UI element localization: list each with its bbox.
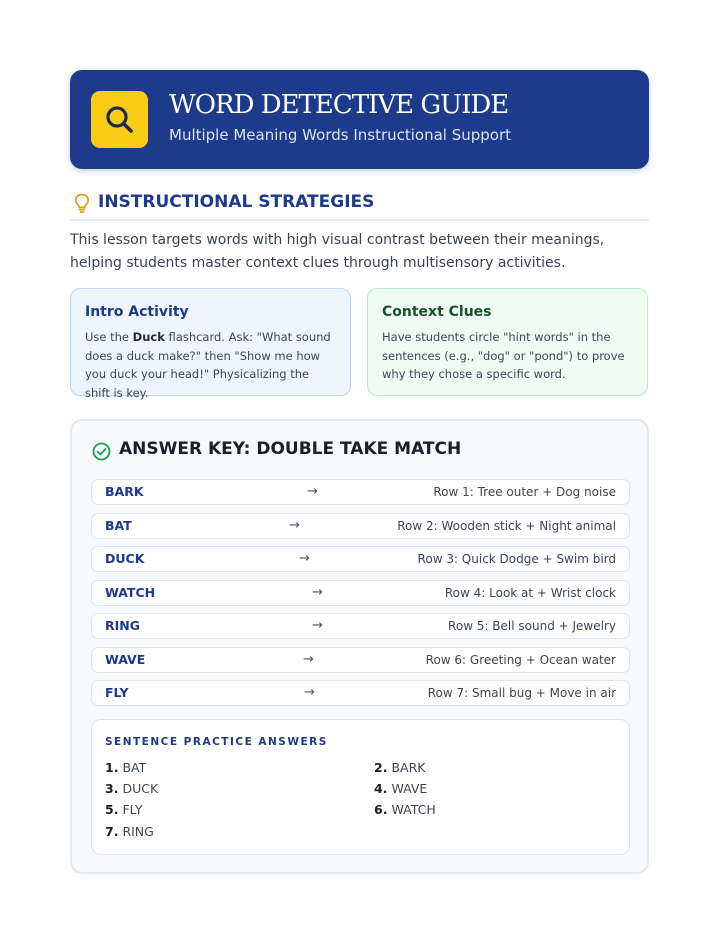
match-word: WAVE — [105, 652, 146, 667]
card-title: Context Clues — [382, 304, 492, 320]
match-meanings: Row 5: Bell sound + Jewelry — [448, 619, 616, 633]
list-item: 6. WATCH — [374, 802, 436, 817]
match-meanings: Row 3: Quick Dodge + Swim bird — [417, 552, 616, 566]
match-row — [91, 647, 630, 673]
arrow-right-icon: → — [312, 618, 323, 633]
match-word: DUCK — [105, 551, 145, 566]
page-subtitle: Multiple Meaning Words Instructional Support — [169, 126, 512, 144]
list-item: 7. RING — [105, 824, 154, 839]
strategies-section-header — [70, 190, 649, 221]
strategies-intro: This lesson targets words with high visual contrast between their meanings, helping students master context clues through multisensory activities. — [70, 232, 605, 271]
match-row — [91, 580, 630, 606]
list-item: 3. DUCK — [105, 781, 159, 796]
card-body: Use the Duck flashcard. Ask: "What sound does a duck make?" then "Show me how you duck your head!" Physicalizing the shift is key. — [85, 330, 331, 400]
check-circle-icon — [92, 442, 111, 461]
magnifying-glass-icon — [103, 103, 136, 136]
match-meanings: Row 6: Greeting + Ocean water — [425, 653, 616, 667]
strategies-heading: INSTRUCTIONAL STRATEGIES — [98, 192, 375, 212]
list-item: 2. BARK — [374, 760, 426, 775]
intro-activity-card — [70, 288, 351, 400]
match-row — [91, 680, 630, 706]
match-word: FLY — [105, 685, 129, 700]
list-item: 5. FLY — [105, 802, 143, 817]
match-row — [91, 613, 630, 639]
match-word: BAT — [105, 518, 132, 533]
arrow-right-icon: → — [289, 518, 300, 533]
sentence-practice-heading: SENTENCE PRACTICE ANSWERS — [105, 736, 328, 748]
match-meanings: Row 4: Look at + Wrist clock — [444, 586, 616, 600]
match-word: WATCH — [105, 585, 156, 600]
arrow-right-icon: → — [303, 652, 314, 667]
page-title: WORD DETECTIVE GUIDE — [169, 90, 509, 120]
arrow-right-icon: → — [312, 585, 323, 600]
match-row — [91, 546, 630, 572]
answer-key-panel — [70, 419, 649, 874]
card-body: Have students circle "hint words" in the sentences (e.g., "dog" or "pond") to prove why they chose a specific word. — [382, 330, 625, 381]
arrow-right-icon: → — [304, 685, 315, 700]
highlight-word: Duck — [132, 330, 165, 344]
arrow-right-icon: → — [299, 551, 310, 566]
lightbulb-icon — [74, 193, 90, 213]
match-meanings: Row 2: Wooden stick + Night animal — [397, 519, 616, 533]
match-word: BARK — [105, 484, 144, 499]
list-item: 1. BAT — [105, 760, 147, 775]
sentence-practice-box — [91, 719, 630, 855]
answer-key-heading: ANSWER KEY: DOUBLE TAKE MATCH — [119, 439, 462, 459]
card-title: Intro Activity — [85, 304, 189, 320]
match-meanings: Row 7: Small bug + Move in air — [427, 686, 616, 700]
logo-badge — [91, 91, 148, 148]
match-word: RING — [105, 618, 140, 633]
arrow-right-icon: → — [307, 484, 318, 499]
match-row — [91, 479, 630, 505]
guide-header — [70, 70, 649, 169]
match-meanings: Row 1: Tree outer + Dog noise — [433, 485, 616, 499]
list-item: 4. WAVE — [374, 781, 428, 796]
match-row — [91, 513, 630, 539]
context-clues-card — [367, 288, 648, 396]
